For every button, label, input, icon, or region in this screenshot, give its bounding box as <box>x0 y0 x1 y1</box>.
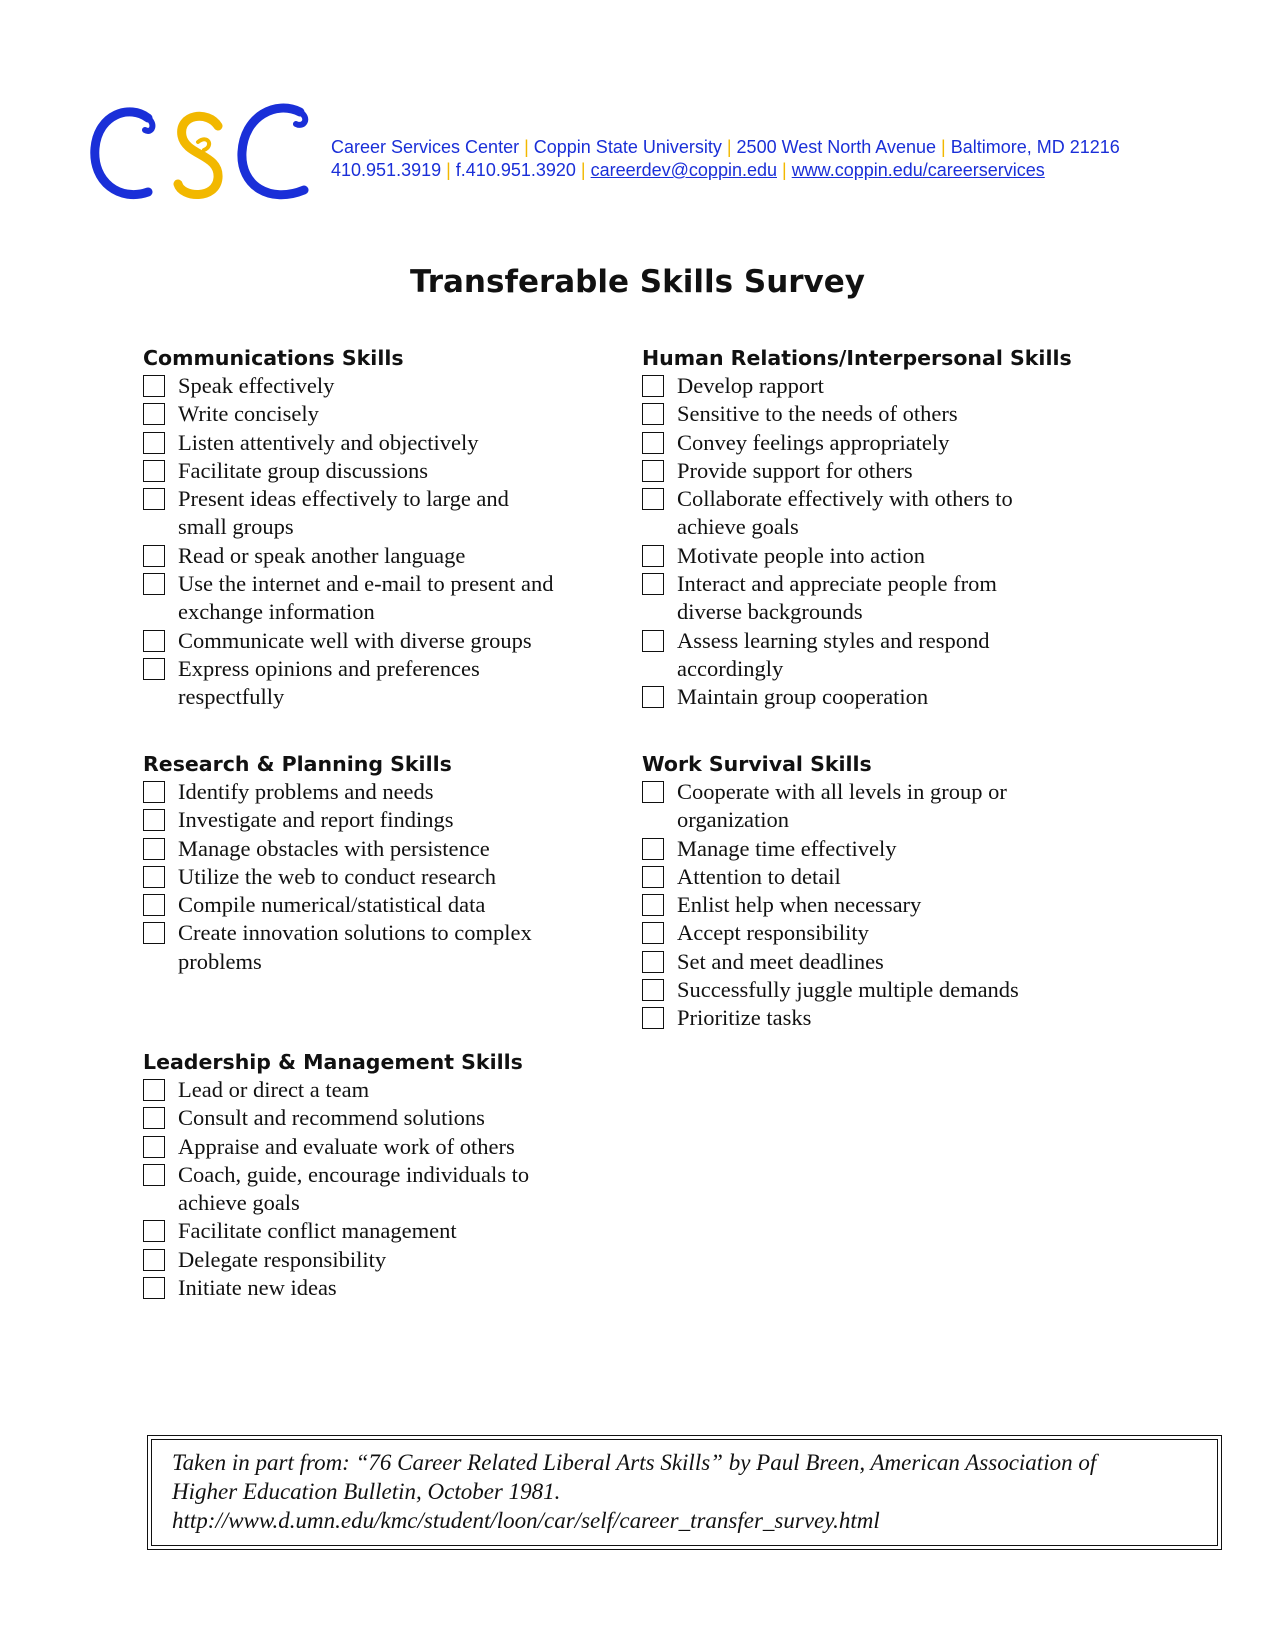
citation-url: http://www.d.umn.edu/kmc/student/loon/car/self/career_transfer_survey.html <box>172 1508 880 1533</box>
skill-label: Manage time effectively <box>677 835 897 861</box>
website-link[interactable]: www.coppin.edu/careerservices <box>791 160 1045 180</box>
checklist-item <box>642 400 1072 428</box>
checklist <box>143 372 554 712</box>
checkbox[interactable] <box>143 545 165 567</box>
checklist-item <box>642 627 1072 684</box>
checklist-item <box>642 835 1019 863</box>
checkbox[interactable] <box>143 488 165 510</box>
skill-label: Appraise and evaluate work of others <box>178 1133 515 1159</box>
skill-label: Collaborate effectively with others to <box>677 486 1013 512</box>
center-name: Career Services Center <box>331 137 520 157</box>
checkbox[interactable] <box>143 460 165 482</box>
skill-label: Compile numerical/statistical data <box>178 892 486 918</box>
checkbox[interactable] <box>642 403 664 425</box>
csc-logo-graphic <box>90 100 320 210</box>
source-citation <box>151 1439 1218 1546</box>
checklist-item <box>642 570 1072 627</box>
skill-label: Coach, guide, encourage individuals to <box>178 1161 530 1187</box>
checkbox[interactable] <box>143 1164 165 1186</box>
checklist-item <box>143 863 532 891</box>
checkbox[interactable] <box>143 573 165 595</box>
checkbox[interactable] <box>143 375 165 397</box>
skill-label: Use the internet and e-mail to present and <box>178 571 554 597</box>
checkbox[interactable] <box>143 658 165 680</box>
checkbox[interactable] <box>143 809 165 831</box>
checkbox[interactable] <box>642 838 664 860</box>
skill-label: Facilitate group discussions <box>178 457 428 483</box>
skill-label: Maintain group cooperation <box>677 684 929 710</box>
skill-label: Interact and appreciate people from <box>677 571 997 597</box>
checklist-item <box>143 1076 529 1104</box>
checklist-item <box>143 372 554 400</box>
checklist <box>143 778 532 976</box>
section-heading: Communications Skills <box>143 346 404 370</box>
checkbox[interactable] <box>143 866 165 888</box>
checklist-item <box>642 919 1019 947</box>
city-state-zip: Baltimore, MD 21216 <box>950 137 1120 157</box>
checklist-item <box>143 778 532 806</box>
skill-label: Assess learning styles and respond <box>677 627 990 653</box>
checkbox[interactable] <box>143 1107 165 1129</box>
checklist-item <box>143 1217 529 1245</box>
skill-label: Sensitive to the needs of others <box>677 401 958 427</box>
checklist-item <box>143 542 554 570</box>
checklist-item <box>143 1246 529 1274</box>
skill-label: Set and meet deadlines <box>677 948 884 974</box>
checklist-item <box>642 372 1072 400</box>
skill-label: Consult and recommend solutions <box>178 1105 485 1131</box>
checkbox[interactable] <box>642 488 664 510</box>
skill-label: Express opinions and preferences <box>178 655 480 681</box>
skill-label-continued: problems <box>178 948 262 974</box>
checkbox[interactable] <box>642 951 664 973</box>
checkbox[interactable] <box>143 1249 165 1271</box>
skill-label: Present ideas effectively to large and <box>178 486 509 512</box>
citation-line-1: Taken in part from: “76 Career Related Liberal Arts Skills” by Paul Breen, American Association of <box>172 1450 1097 1475</box>
section-heading: Leadership & Management Skills <box>143 1050 523 1074</box>
checklist-item <box>143 429 554 457</box>
skill-label: Communicate well with diverse groups <box>178 627 532 653</box>
skill-label: Successfully juggle multiple demands <box>677 977 1019 1003</box>
skill-label: Provide support for others <box>677 457 913 483</box>
checkbox[interactable] <box>143 1220 165 1242</box>
checklist-item <box>642 863 1019 891</box>
section-heading: Research & Planning Skills <box>143 752 452 776</box>
skill-label: Cooperate with all levels in group or <box>677 779 1007 804</box>
checklist-item <box>143 835 532 863</box>
section-heading: Human Relations/Interpersonal Skills <box>642 346 1072 370</box>
checklist <box>143 1076 529 1302</box>
skill-label: Attention to detail <box>677 863 841 889</box>
skill-label: Identify problems and needs <box>178 779 434 804</box>
checkbox[interactable] <box>642 686 664 708</box>
checklist-item <box>642 683 1072 711</box>
checkbox[interactable] <box>143 432 165 454</box>
checkbox[interactable] <box>143 894 165 916</box>
checklist-item <box>143 1104 529 1132</box>
checklist <box>642 372 1072 712</box>
checkbox[interactable] <box>143 403 165 425</box>
skill-label-continued: achieve goals <box>178 1190 300 1216</box>
checklist-item <box>143 919 532 976</box>
section-heading: Work Survival Skills <box>642 752 872 776</box>
checklist-item <box>143 485 554 542</box>
checklist-item <box>642 485 1072 542</box>
skill-label: Prioritize tasks <box>677 1005 812 1031</box>
checklist-item <box>642 891 1019 919</box>
skill-label-continued: achieve goals <box>677 514 799 540</box>
phone-number: 410.951.3919 <box>331 160 442 180</box>
checkbox[interactable] <box>642 979 664 1001</box>
checkbox[interactable] <box>642 375 664 397</box>
skill-label: Facilitate conflict management <box>178 1218 457 1244</box>
source-citation-box <box>147 1435 1222 1550</box>
checklist-item <box>143 806 532 834</box>
checklist-item <box>143 1274 529 1302</box>
leadership-section <box>143 1049 529 1302</box>
checklist-item <box>642 457 1072 485</box>
skill-label-continued: respectfully <box>178 684 285 710</box>
skill-label-continued: diverse backgrounds <box>677 599 863 625</box>
checkbox[interactable] <box>642 894 664 916</box>
checkbox[interactable] <box>143 838 165 860</box>
skill-label-continued: organization <box>677 807 790 833</box>
csc-logo <box>90 100 320 210</box>
checklist-item <box>642 948 1019 976</box>
contact-header <box>331 136 1120 182</box>
checkbox[interactable] <box>642 460 664 482</box>
university-name: Coppin State University <box>533 137 722 157</box>
communications-section <box>143 345 554 712</box>
checkbox[interactable] <box>143 1079 165 1101</box>
checklist-item <box>143 1161 529 1218</box>
human-relations-section <box>642 345 1072 712</box>
checklist-item <box>143 655 554 712</box>
skill-label: Develop rapport <box>677 373 824 398</box>
skill-label: Utilize the web to conduct research <box>178 863 496 889</box>
contact-line-2: 410.951.3919 | f.410.951.3920 | careerdev@coppin.edu | www.coppin.edu/careerservices <box>331 160 1045 180</box>
skill-label: Enlist help when necessary <box>677 892 922 918</box>
skill-label-continued: accordingly <box>677 655 784 681</box>
skill-label: Convey feelings appropriately <box>677 429 950 455</box>
checkbox[interactable] <box>642 866 664 888</box>
checklist-item <box>642 976 1019 1004</box>
skill-label: Lead or direct a team <box>178 1077 370 1102</box>
skill-label: Motivate people into action <box>677 542 926 568</box>
email-link[interactable]: careerdev@coppin.edu <box>590 160 777 180</box>
skill-label: Initiate new ideas <box>178 1275 337 1301</box>
citation-line-2: Higher Education Bulletin, October 1981. <box>172 1479 561 1504</box>
checkbox[interactable] <box>642 545 664 567</box>
checklist-item <box>143 891 532 919</box>
checkbox[interactable] <box>143 630 165 652</box>
checkbox[interactable] <box>143 922 165 944</box>
work-survival-section <box>642 751 1019 1033</box>
checkbox[interactable] <box>642 1007 664 1029</box>
fax-number: f.410.951.3920 <box>455 160 576 180</box>
checkbox[interactable] <box>143 1136 165 1158</box>
checklist-item <box>642 778 1019 835</box>
page-title: Transferable Skills Survey <box>409 264 865 300</box>
skill-label: Accept responsibility <box>677 920 869 946</box>
skill-label: Read or speak another language <box>178 542 466 568</box>
contact-line-1: Career Services Center | Coppin State University | 2500 West North Avenue | Baltimore, MD 21216 <box>331 137 1120 157</box>
skill-label: Investigate and report findings <box>178 807 454 833</box>
checklist-item <box>642 429 1072 457</box>
checklist-item <box>143 1133 529 1161</box>
checkbox[interactable] <box>642 630 664 652</box>
checkbox[interactable] <box>642 781 664 803</box>
skill-label: Create innovation solutions to complex <box>178 920 532 946</box>
checklist-item <box>143 400 554 428</box>
research-section <box>143 751 532 976</box>
checkbox[interactable] <box>143 1277 165 1299</box>
checkbox[interactable] <box>642 573 664 595</box>
checkbox[interactable] <box>642 432 664 454</box>
checklist-item <box>143 627 554 655</box>
checklist-item <box>642 542 1072 570</box>
checklist <box>642 778 1019 1033</box>
skill-label: Write concisely <box>178 401 319 427</box>
skill-label-continued: small groups <box>178 514 294 540</box>
skill-label: Delegate responsibility <box>178 1246 387 1272</box>
checklist-item <box>143 570 554 627</box>
skill-label: Listen attentively and objectively <box>178 429 479 455</box>
skill-label: Manage obstacles with persistence <box>178 835 490 861</box>
checklist-item <box>143 457 554 485</box>
street-address: 2500 West North Avenue <box>736 137 937 157</box>
skill-label-continued: exchange information <box>178 599 375 625</box>
skill-label: Speak effectively <box>178 373 335 398</box>
checkbox[interactable] <box>143 781 165 803</box>
checklist-item <box>642 1004 1019 1032</box>
checkbox[interactable] <box>642 922 664 944</box>
